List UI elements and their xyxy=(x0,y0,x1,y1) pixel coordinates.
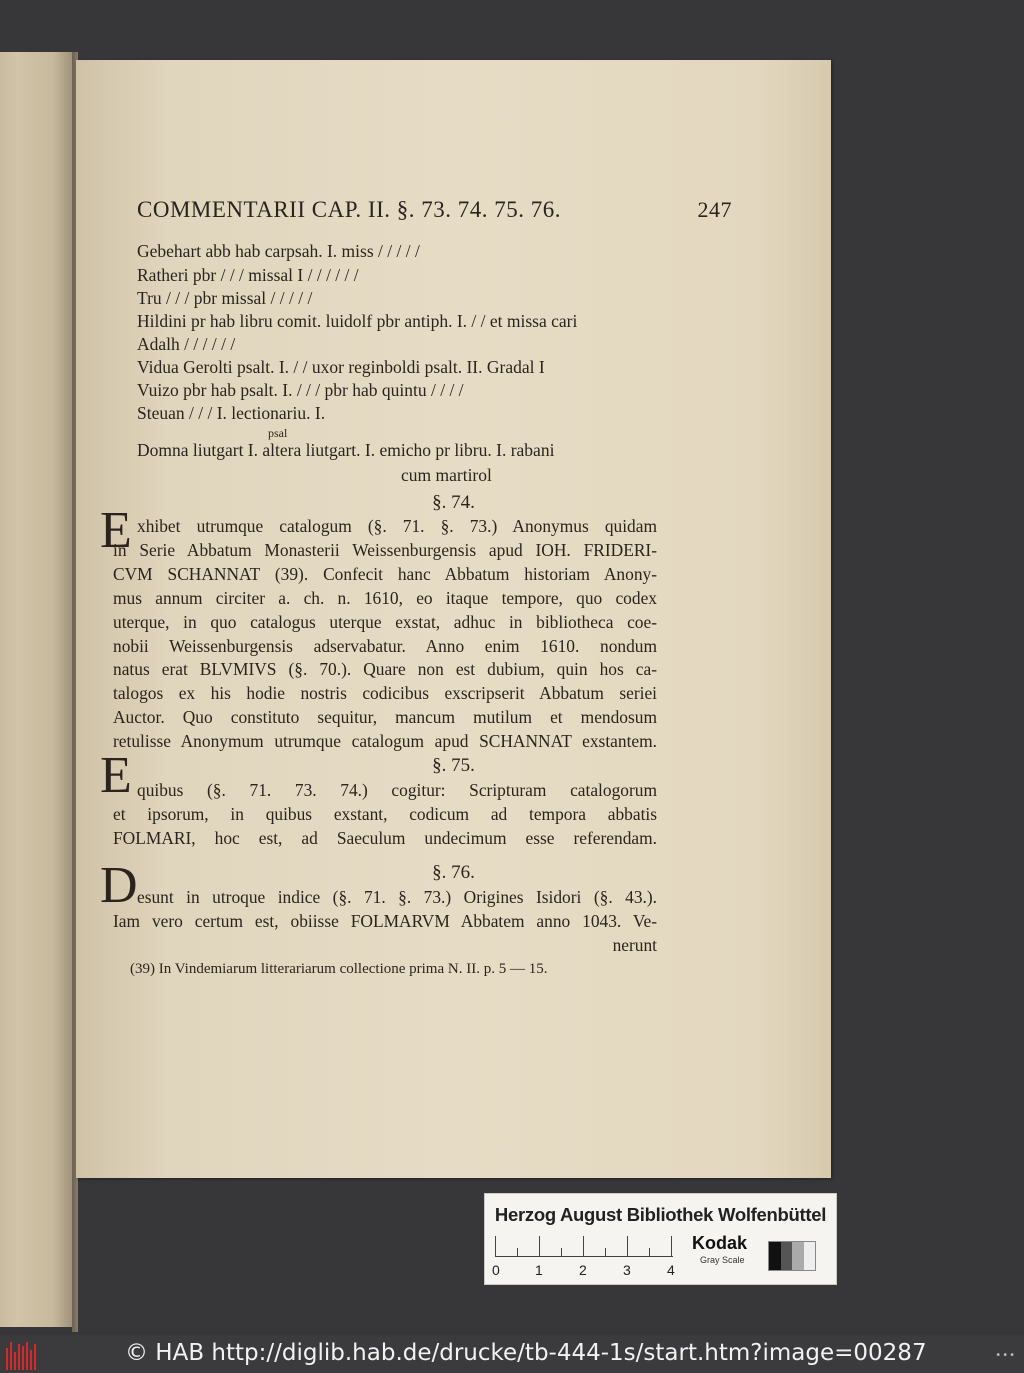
ruler-tick xyxy=(539,1236,540,1256)
text-line: FOLMARI, hoc est, ad Saeculum undecimum esse referendam. xyxy=(113,827,657,848)
page-number: 247 xyxy=(697,197,732,222)
catalogue-line: Steuan / / / I. lectionariu. I. xyxy=(137,403,326,423)
section-76-text xyxy=(113,886,657,958)
library-scale-label xyxy=(484,1193,837,1285)
section-74-text xyxy=(113,515,657,754)
section-heading-74: §. 74. xyxy=(432,492,475,513)
kodak-brand: Kodak xyxy=(692,1233,748,1253)
catalogue-line: Domna liutgart I. altera liutgart. I. emicho pr libru. I. rabani xyxy=(137,440,555,460)
ruler-number: 4 xyxy=(667,1262,675,1278)
text-line: mus annum circiter a. ch. n. 1610, eo itaque tempore, quo codex xyxy=(113,587,657,608)
ruler-number: 1 xyxy=(535,1262,543,1278)
gray-scale-caption: Gray Scale xyxy=(700,1255,745,1265)
catalogue-line: Ratheri pbr / / / missal I / / / / / / xyxy=(137,265,359,285)
ruler-number: 0 xyxy=(492,1262,500,1278)
running-header xyxy=(137,197,732,223)
text-line: CVM SCHANNAT (39). Confecit hanc Abbatum historiam Anony- xyxy=(113,563,657,584)
swatch-light xyxy=(804,1242,816,1270)
text-line: natus erat BLVMIVS (§. 70.). Quare non est dubium, quin hos ca- xyxy=(113,659,657,680)
source-url[interactable]: © HAB http://diglib.hab.de/drucke/tb-444-1s/start.htm?image=00287 xyxy=(125,1340,927,1366)
drop-cap: E xyxy=(100,502,132,559)
text-line: nobii Weissenburgensis adservabatur. Anno enim 1610. nondum xyxy=(113,635,657,656)
catalogue-line: Hildini pr hab libru comit. luidolf pbr antiph. I. / / et missa cari xyxy=(137,311,578,331)
ruler-tick xyxy=(561,1248,562,1256)
ruler-tick xyxy=(583,1236,584,1256)
book-page xyxy=(76,60,831,1178)
gray-swatch xyxy=(768,1241,816,1271)
text-line: retulisse Anonymum utrumque catalogum apud SCHANNAT exstantem. xyxy=(113,731,657,752)
ruler-tick xyxy=(649,1248,650,1256)
catalogue-line: Tru / / / pbr missal / / / / / xyxy=(137,288,313,308)
text-line: esunt in utroque indice (§. 71. §. 73.) Origines Isidori (§. 43.). xyxy=(137,887,657,907)
catalogue-line: Vidua Gerolti psalt. I. / / uxor reginboldi psalt. II. Gradal I xyxy=(137,357,545,377)
text-line: talogos ex his hodie nostris codicibus exscripserit Abbatum seriei xyxy=(113,683,657,704)
text-line: in Serie Abbatum Monasterii Weissenburgensis apud IOH. FRIDERI- xyxy=(113,539,657,560)
ruler-scale xyxy=(495,1236,673,1257)
text-line: Iam vero certum est, obiisse FOLMARVM Abbatem anno 1043. Ve- xyxy=(113,910,657,931)
more-options-icon[interactable]: ••• xyxy=(995,1350,1016,1361)
text-line: nerunt xyxy=(612,934,657,955)
ruler-tick xyxy=(517,1248,518,1256)
header-title: COMMENTARII CAP. II. §. 73. 74. 75. 76. xyxy=(137,197,561,222)
ruler-tick xyxy=(495,1236,496,1256)
swatch-black xyxy=(769,1242,781,1270)
text-line: et ipsorum, in quibus exstant, codicum ad tempora abbatis xyxy=(113,803,657,824)
catalogue-line: Gebehart abb hab carpsah. I. miss / / / / / xyxy=(137,241,420,261)
library-name: Herzog August Bibliothek Wolfenbüttel xyxy=(494,1204,827,1225)
drop-cap: E xyxy=(100,747,132,804)
ruler-number: 3 xyxy=(623,1262,631,1278)
section-75-text xyxy=(113,779,657,851)
footnote: (39) In Vindemiarum litterariarum collectione prima N. II. p. 5 — 15. xyxy=(130,961,548,977)
ruler-tick xyxy=(627,1236,628,1256)
ruler-number: 2 xyxy=(579,1262,587,1278)
section-heading-76: §. 76. xyxy=(432,862,475,883)
section-heading-75: §. 75. xyxy=(432,755,475,776)
text-line: Auctor. Quo constituto sequitur, mancum mutilum et mendosum xyxy=(113,707,657,728)
text-line: xhibet utrumque catalogum (§. 71. §. 73.) Anonymus quidam xyxy=(137,516,657,536)
ruler-tick xyxy=(605,1248,606,1256)
swatch-mid xyxy=(792,1242,804,1270)
text-line: quibus (§. 71. 73. 74.) cogitur: Scripturam catalogorum xyxy=(137,780,657,800)
catalogue-superscript: psal xyxy=(268,426,288,440)
catalogue-line: cum martirol xyxy=(401,465,492,485)
hab-logo-icon[interactable] xyxy=(6,1340,42,1370)
text-line: uterque, in quo catalogus uterque exstat, adhuc in bibliotheca coe- xyxy=(113,611,657,632)
swatch-dark xyxy=(781,1242,793,1270)
catalogue-line: Vuizo pbr hab psalt. I. / / / pbr hab quintu / / / / xyxy=(137,380,464,400)
ruler-tick xyxy=(671,1236,672,1256)
drop-cap: D xyxy=(100,857,138,914)
catalogue-line: Adalh / / / / / / xyxy=(137,334,236,354)
previous-page-edge xyxy=(0,52,74,1327)
